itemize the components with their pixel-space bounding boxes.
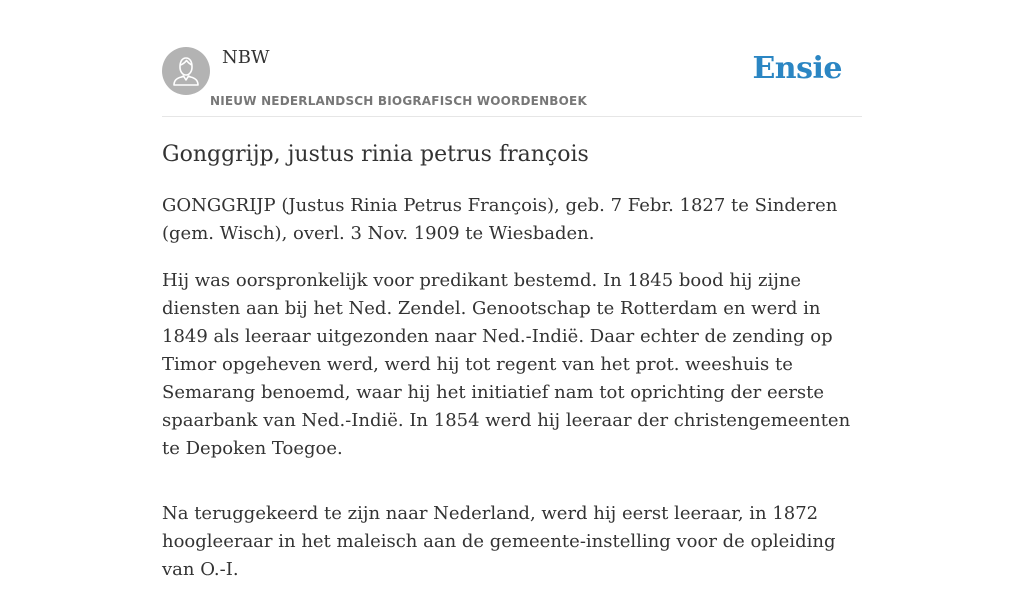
source-header [162, 0, 862, 117]
article-title: Gonggrijp, justus rinia petrus françois [162, 142, 589, 167]
article-paragraph: GONGGRIJP (Justus Rinia Petrus François), geb. 7 Febr. 1827 te Sinderen (gem. Wisch), overl. 3 Nov. 1909 te Wiesbaden. [162, 195, 838, 244]
page [162, 0, 862, 580]
source-subtitle: NIEUW NEDERLANDSCH BIOGRAFISCH WOORDENBOEK [210, 94, 587, 108]
article-body [162, 192, 862, 603]
article-paragraph: Hij was oorspronkelijk voor predikant bestemd. In 1845 bood hij zijne diensten aan bij het Ned. Zendel. Genootschap te Rotterdam en werd in 1849 als leeraar uitgezonden naar Ned.-Indië. Daar echter de zending op Timor opgeheven werd, werd hij tot regent van het prot. weeshuis te Semarang benoemd, waar hij het initiatief nam tot oprichting der eerste spaarbank van Ned.-Indië. In 1854 werd hij leeraar der christengemeenten te Depoken Toegoe. [162, 270, 851, 459]
source-name[interactable]: NBW [222, 47, 270, 68]
article-paragraph: Na teruggekeerd te zijn naar Nederland, werd hij eerst leeraar, in 1872 hoogleeraar in het maleisch aan de gemeente-instelling voor de opleiding van O.-I. [162, 503, 836, 580]
user-silhouette-icon[interactable] [162, 47, 210, 95]
ensie-logo[interactable]: Ensie [752, 51, 842, 86]
